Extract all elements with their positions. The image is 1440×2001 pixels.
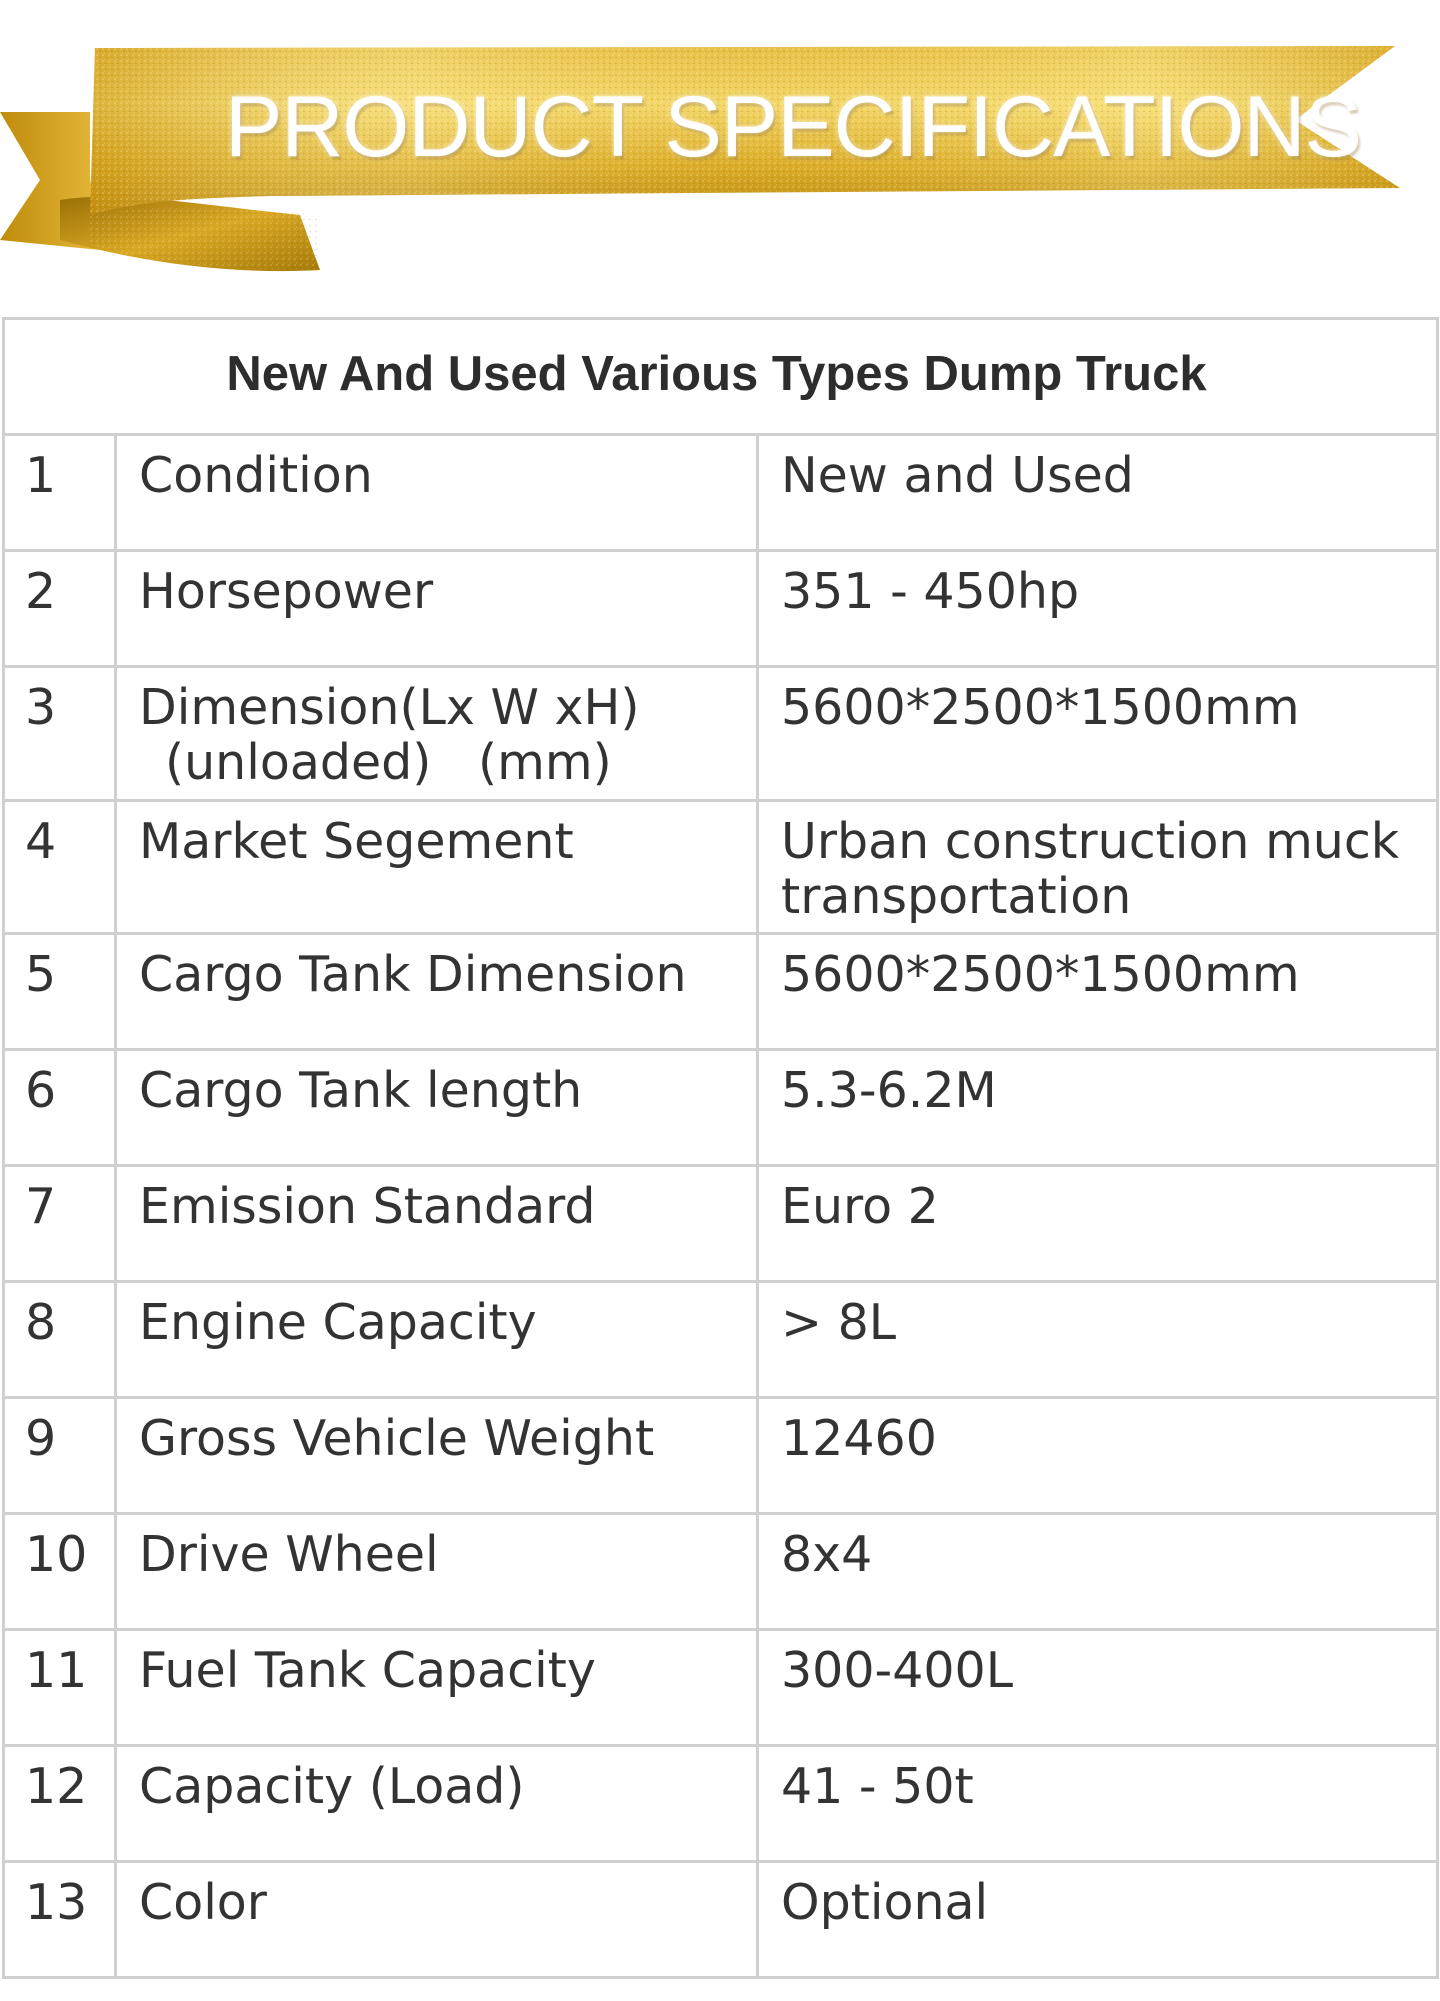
spec-value: Optional [758,1862,1438,1978]
table-row [4,1398,1438,1514]
table-title: New And Used Various Types Dump Truck [4,319,1438,435]
spec-name: Engine Capacity [116,1282,758,1398]
row-number: 8 [4,1282,116,1398]
spec-name: Fuel Tank Capacity [116,1630,758,1746]
spec-name: Cargo Tank Dimension [116,934,758,1050]
spec-name: Condition [116,435,758,551]
row-number: 4 [4,801,116,934]
spec-value: 5600*2500*1500mm [758,934,1438,1050]
spec-value: 300-400L [758,1630,1438,1746]
row-number: 3 [4,667,116,801]
spec-value: 351 - 450hp [758,551,1438,667]
table-row [4,1514,1438,1630]
spec-value: New and Used [758,435,1438,551]
spec-name: Emission Standard [116,1166,758,1282]
row-number: 9 [4,1398,116,1514]
table-row [4,1282,1438,1398]
table-row [4,1050,1438,1166]
spec-name: Gross Vehicle Weight [116,1398,758,1514]
row-number: 5 [4,934,116,1050]
spec-name: Capacity (Load) [116,1746,758,1862]
spec-value: Euro 2 [758,1166,1438,1282]
spec-value: > 8L [758,1282,1438,1398]
spec-value: 5.3-6.2M [758,1050,1438,1166]
table-row [4,1746,1438,1862]
specifications-table [2,317,1439,1979]
spec-name: Color [116,1862,758,1978]
table-row [4,435,1438,551]
product-specifications-banner [0,0,1440,300]
row-number: 1 [4,435,116,551]
spec-name-subtitle: (unloaded) (mm) [165,734,612,791]
table-row [4,667,1438,801]
spec-value: 5600*2500*1500mm [758,667,1438,801]
table-row [4,1862,1438,1978]
spec-name: Horsepower [116,551,758,667]
row-number: 7 [4,1166,116,1282]
table-title-row [4,319,1438,435]
table-row [4,801,1438,934]
spec-name-cell [116,667,758,801]
spec-name: Market Segement [116,801,758,934]
row-number: 11 [4,1630,116,1746]
row-number: 12 [4,1746,116,1862]
spec-value: 41 - 50t [758,1746,1438,1862]
table-row [4,551,1438,667]
spec-name: Drive Wheel [116,1514,758,1630]
table-row [4,934,1438,1050]
row-number: 2 [4,551,116,667]
row-number: 13 [4,1862,116,1978]
spec-value: Urban construction muck transportation [758,801,1438,934]
spec-name: Cargo Tank length [116,1050,758,1166]
spec-value: 12460 [758,1398,1438,1514]
row-number: 10 [4,1514,116,1630]
table-row [4,1630,1438,1746]
spec-name: Dimension(Lx W xH) [139,679,640,736]
row-number: 6 [4,1050,116,1166]
table-row [4,1166,1438,1282]
spec-value: 8x4 [758,1514,1438,1630]
banner-title: PRODUCT SPECIFICATIONS [225,79,1361,175]
